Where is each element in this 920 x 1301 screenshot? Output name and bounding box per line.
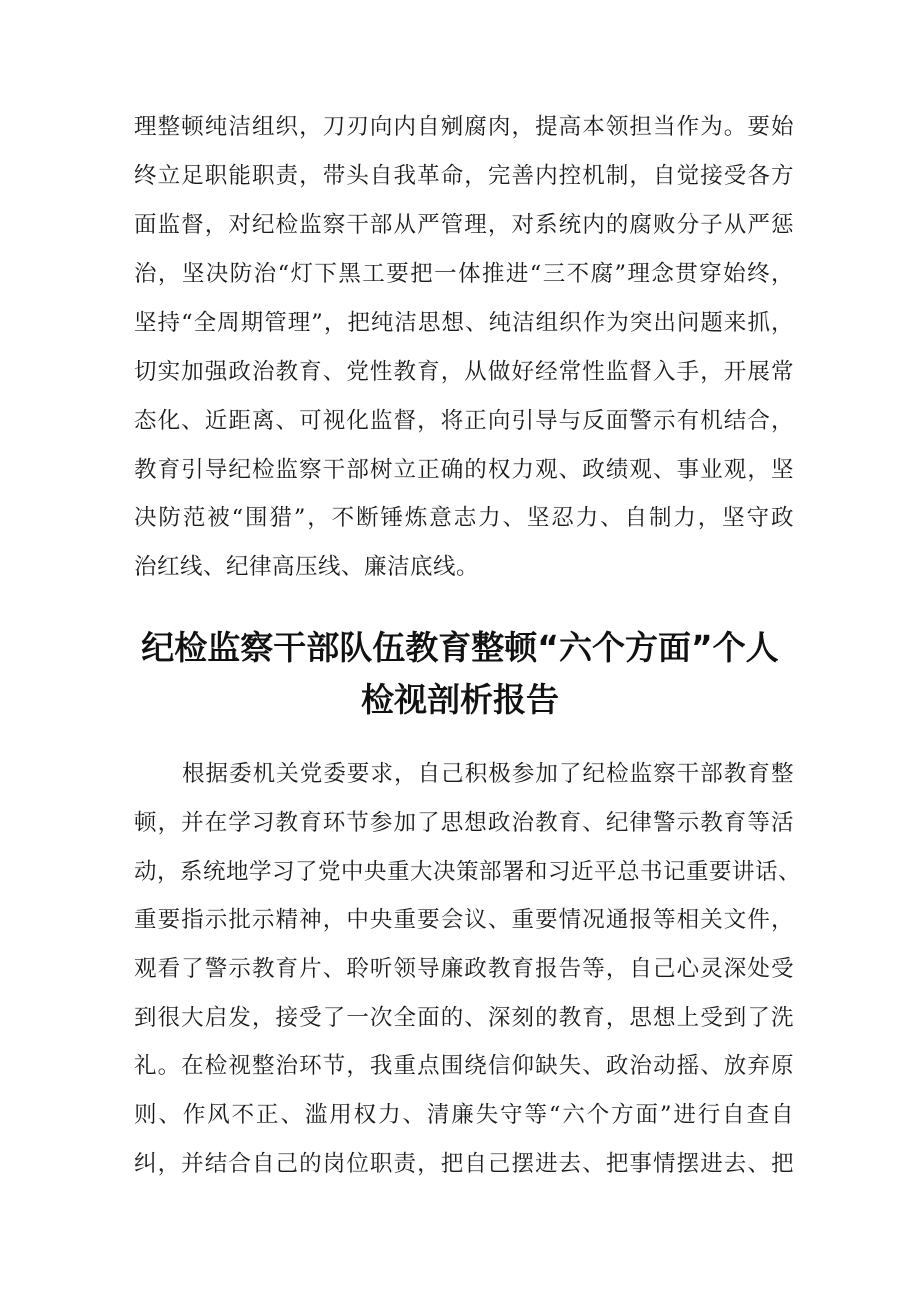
body-line-8: 则、作风不正、滥用权力、清廉失守等“六个方面”进行自查自 [134, 1102, 794, 1128]
intro-line-3: 面监督，对纪检监察干部从严管理，对系统内的腐败分子从严惩 [134, 212, 794, 238]
body-line-5: 观看了警示教育片、聆听领导廉政教育报告等，自己心灵深处受 [134, 956, 794, 982]
body-line-9: 纠，并结合自己的岗位职责，把自己摆进去、把事情摆进去、把 [134, 1151, 794, 1177]
body-line-7: 礼。在检视整治环节，我重点围绕信仰缺失、政治动摇、放弃原 [134, 1053, 794, 1079]
body-line-4: 重要指示批示精神，中央重要会议、重要情况通报等相关文件， [134, 907, 794, 933]
body-line-2: 顿，并在学习教育环节参加了思想政治教育、纪律警示教育等活 [134, 810, 794, 836]
intro-line-9: 决防范被“围猎”，不断锤炼意志力、坚忍力、自制力，坚守政 [134, 505, 794, 531]
intro-line-5: 坚持“全周期管理”，把纯洁思想、纯洁组织作为突出问题来抓， [134, 310, 794, 336]
body-line-3: 动，系统地学习了党中央重大决策部署和习近平总书记重要讲话、 [134, 859, 802, 885]
intro-line-2: 终立足职能职责，带头自我革命，完善内控机制，自觉接受各方 [134, 163, 794, 189]
intro-line-4: 治，坚决防治“灯下黑工要把一体推进“三不腐”理念贯穿始终， [134, 261, 794, 287]
intro-line-8: 教育引导纪检监察干部树立正确的权力观、政绩观、事业观，坚 [134, 457, 794, 483]
intro-line-6: 切实加强政治教育、党性教育，从做好经常性监督入手，开展常 [134, 359, 794, 385]
intro-line-10: 治红线、纪律高压线、廉洁底线。 [134, 554, 480, 580]
report-title-line-2: 检视剖析报告 [361, 680, 559, 719]
intro-line-7: 态化、近距离、可视化监督，将正向引导与反面警示有机结合， [134, 408, 794, 434]
body-line-6: 到很大启发，接受了一次全面的、深刻的教育，思想上受到了洗 [134, 1005, 794, 1031]
report-title-line-1: 纪检监察干部队伍教育整顿“六个方面”个人 [141, 628, 779, 667]
body-line-1: 根据委机关党委要求，自己积极参加了纪检监察干部教育整 [182, 761, 794, 787]
intro-line-1: 理整顿纯洁组织，刀刃向内自剜腐肉，提高本领担当作为。要始 [134, 114, 794, 140]
